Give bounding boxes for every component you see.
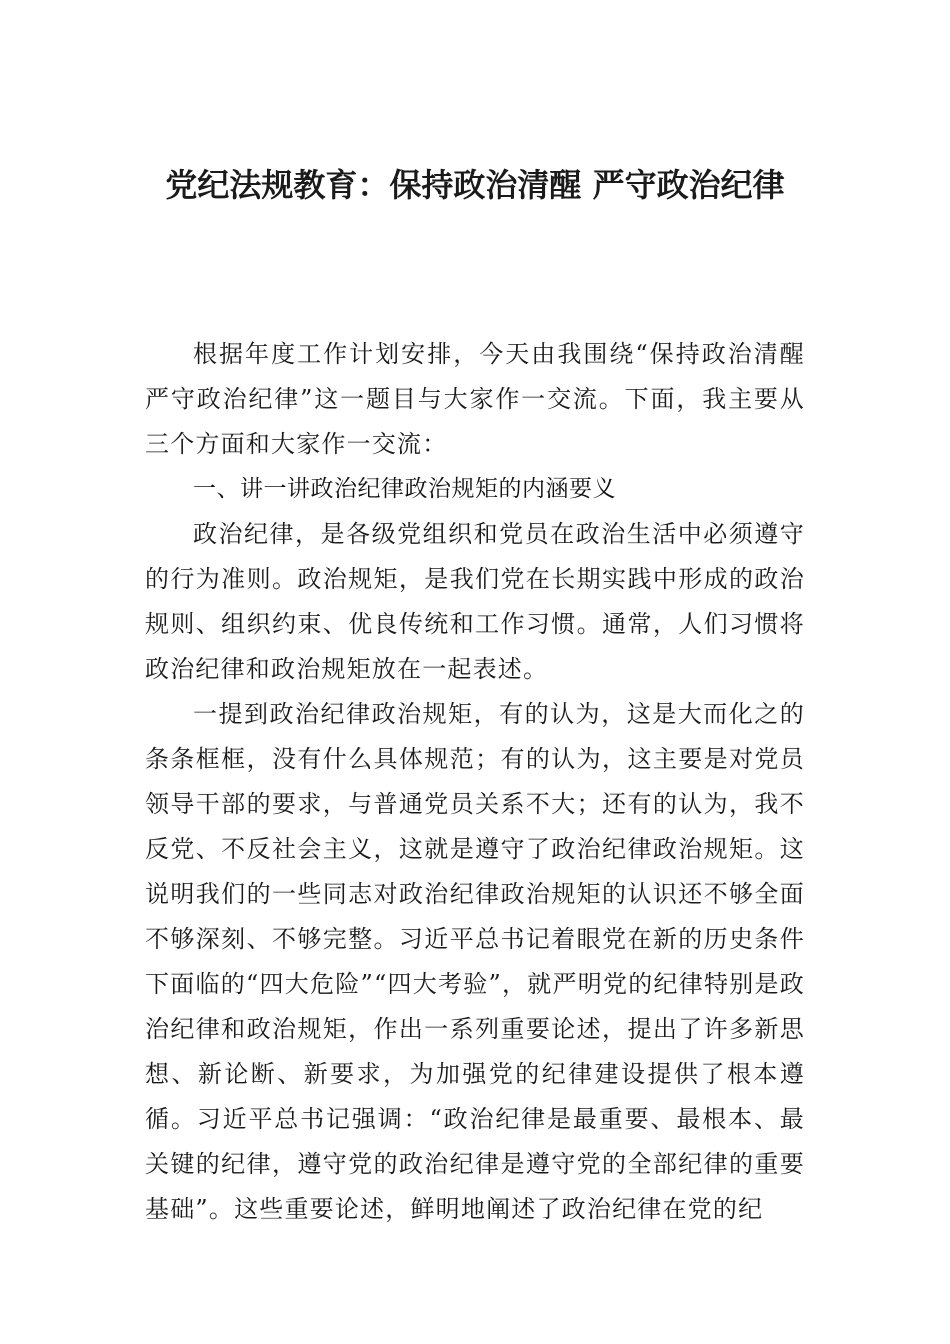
body-paragraph: 政治纪律，是各级党组织和党员在政治生活中必须遵守的行为准则。政治规矩，是我们党在长期实践中形成的政治规则、组织约束、优良传统和工作习惯。通常，人们习惯将政治纪律和政治规矩放在一起表述。	[145, 520, 805, 683]
intro-paragraph: 根据年度工作计划安排，今天由我围绕“保持政治清醒 严守政治纪律”这一题目与大家作一交流。下面，我主要从三个方面和大家作一交流：	[145, 340, 805, 458]
document-title: 党纪法规教育：保持政治清醒 严守政治纪律	[165, 166, 785, 204]
document-body	[145, 332, 805, 1232]
body-paragraph: 一提到政治纪律政治规矩，有的认为，这是大而化之的条条框框，没有什么具体规范；有的认为，这主要是对党员领导干部的要求，与普通党员关系不大；还有的认为，我不反党、不反社会主义，这就是遵守了政治纪律政治规矩。这说明我们的一些同志对政治纪律政治规矩的认识还不够全面不够深刻、不够完整。习近平总书记着眼党在新的历史条件下面临的“四大危险”“四大考验”，就严明党的纪律特别是政治纪律和政治规矩，作出一系列重要论述，提出了许多新思想、新论断、新要求，为加强党的纪律建设提供了根本遵循。习近平总书记强调：“政治纪律是最重要、最根本、最关键的纪律，遵守党的政治纪律是遵守党的全部纪律的重要基础”。这些重要论述，鲜明地阐述了政治纪律在党的纪	[145, 700, 805, 1223]
section-heading: 一、讲一讲政治纪律政治规矩的内涵要义	[193, 476, 616, 502]
